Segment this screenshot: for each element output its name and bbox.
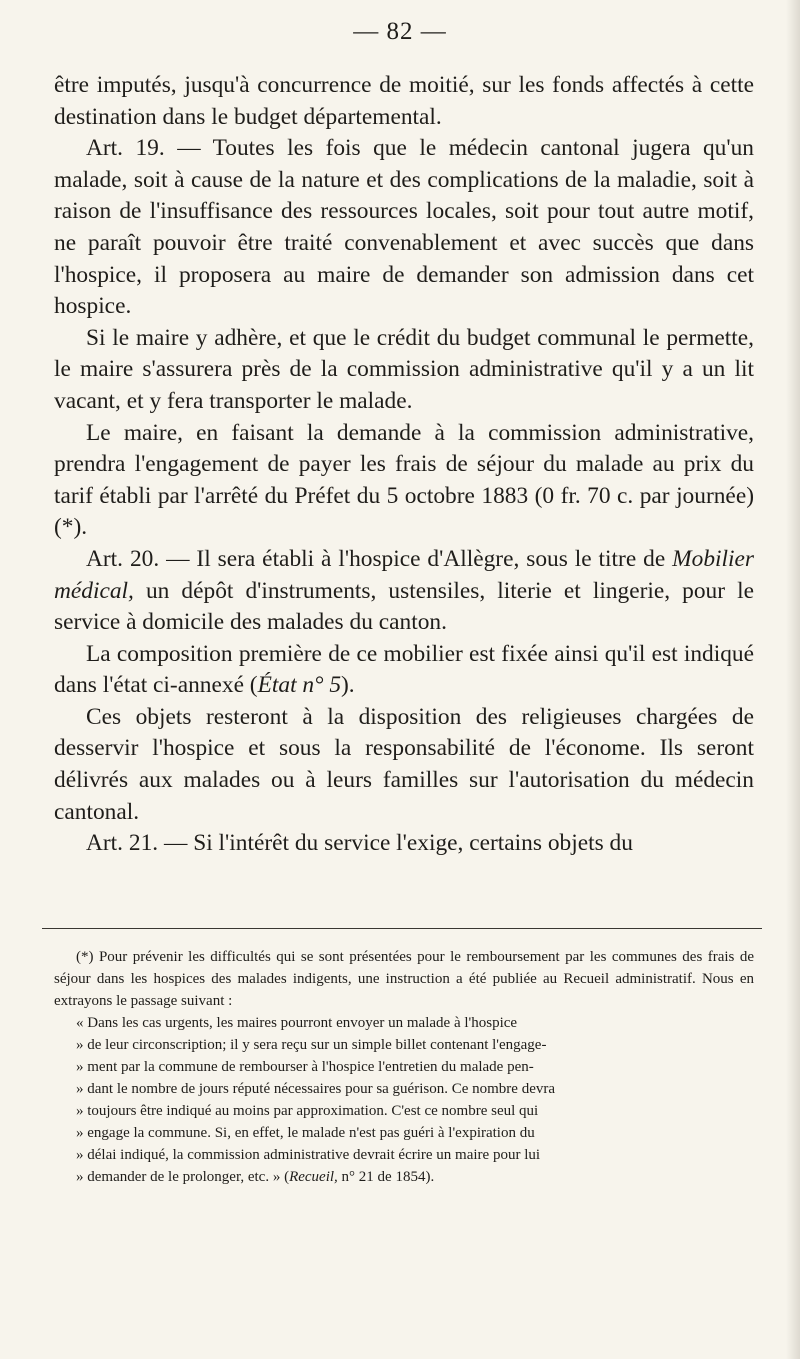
text-run: n° 21 de 1854). bbox=[337, 1169, 435, 1185]
footnote-quote-line: » toujours être indiqué au moins par approximation. C'est ce nombre seul qui bbox=[76, 1103, 539, 1119]
text-run: un dépôt d'instruments, ustensiles, literie et lingerie, pour le service à domicile des malades du canton. bbox=[54, 577, 754, 636]
paragraph: Ces objets resteront à la disposition des religieuses chargées de desservir l'hospice et sous la responsabilité de l'économe. Ils seront délivrés aux malades ou à leurs familles sur l'autorisation du médecin cantonal. bbox=[54, 703, 754, 825]
footnote-quote-line: » engage la commune. Si, en effet, le malade n'est pas guéri à l'expiration du bbox=[76, 1125, 535, 1141]
paragraph bbox=[54, 639, 754, 702]
text-run: ). bbox=[341, 672, 355, 699]
article-21-paragraph: Art. 21. — Si l'intérêt du service l'exige, certains objets du bbox=[86, 830, 633, 857]
paragraph-continuation: être imputés, jusqu'à concurrence de moitié, sur les fonds affectés à cette destination dans le budget départemental. bbox=[54, 72, 754, 130]
page-number: — 82 — bbox=[353, 18, 447, 45]
text-run: Art. 20. — Il sera établi à l'hospice d'Allègre, sous le titre de bbox=[86, 545, 673, 572]
footnote-quote-line: « Dans les cas urgents, les maires pourront envoyer un malade à l'hospice bbox=[76, 1015, 518, 1031]
text-run: La composition première de ce mobilier est fixée ainsi qu'il est indiqué dans l'état ci-annexé ( bbox=[54, 640, 754, 699]
footnote-quote-line: » délai indiqué, la commission administrative devrait écrire un maire pour lui bbox=[76, 1147, 541, 1163]
paragraph: Si le maire y adhère, et que le crédit du budget communal le permette, le maire s'assurera près de la commission administrative qu'il y a un lit vacant, et y fera transporter le malade. bbox=[54, 324, 754, 414]
italic-term: Mobilier médical, bbox=[54, 545, 754, 604]
article-20-paragraph bbox=[54, 544, 754, 639]
italic-reference: Recueil, bbox=[289, 1169, 338, 1185]
footnote-quote-line: » ment par la commune de rembourser à l'hospice l'entretien du malade pen- bbox=[76, 1059, 534, 1075]
footnote-quote-line: » de leur circonscription; il y sera reçu sur un simple billet contenant l'engage- bbox=[76, 1037, 547, 1053]
text-run: » demander de le prolonger, etc. » ( bbox=[76, 1169, 290, 1185]
italic-reference: État n° 5 bbox=[257, 672, 342, 699]
footnote-quote-line bbox=[54, 1166, 754, 1188]
footnote bbox=[54, 946, 754, 1188]
paragraph: Le maire, en faisant la demande à la commission administrative, prendra l'engagement de payer les frais de séjour du malade au prix du tarif établi par l'arrêté du Préfet du 5 octobre 1883 (0 fr. 70 c. par journée) (*). bbox=[54, 419, 754, 541]
footnote-quote-line: » dant le nombre de jours réputé nécessaires pour sa guérison. Ce nombre devra bbox=[76, 1081, 556, 1097]
main-text bbox=[54, 70, 754, 860]
footnote-divider bbox=[42, 928, 762, 929]
footnote-text: (*) Pour prévenir les difficultés qui se sont présentées pour le remboursement par les communes des frais de séjour dans les hospices des malades indigents, une instruction a été publiée au Recueil administratif. Nous en extrayons le passage suivant : bbox=[54, 949, 754, 1009]
article-19-paragraph: Art. 19. — Toutes les fois que le médecin cantonal jugera qu'un malade, soit à cause de la nature et des complications de la maladie, soit à raison de l'insuffisance des ressources locales, soit pour tout autre motif, ne paraît pouvoir être traité convenablement et avec succès que dans l'hospice, il proposera au maire de demander son admission dans cet hospice. bbox=[54, 135, 754, 320]
page-edge-shadow bbox=[786, 0, 800, 1359]
